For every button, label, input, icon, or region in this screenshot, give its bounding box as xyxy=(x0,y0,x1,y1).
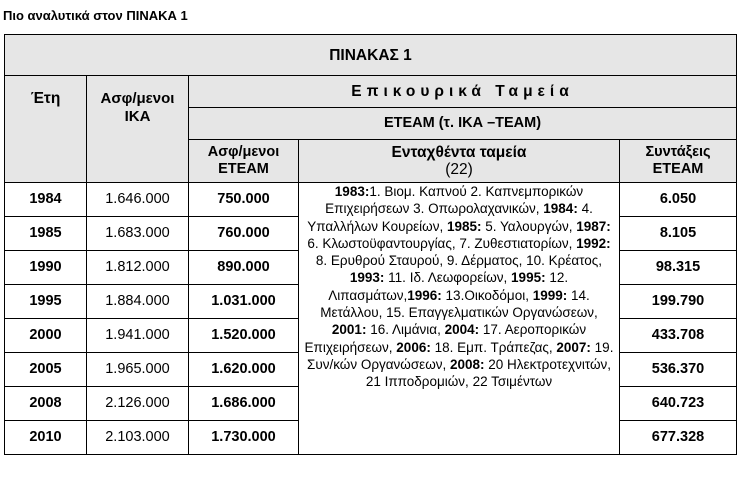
funds-entry: 1. Βιομ. Καπνού 2. Καπνεμπορικών Επιχειρήσεων 3. Οπωρολαχανικών, xyxy=(325,184,584,217)
header-funds-label: Ενταχθέντα ταμεία xyxy=(391,144,527,161)
cell-ika: 1.941.000 xyxy=(87,319,189,353)
funds-entry: 14. Μετάλλου, 15. Επαγγελματικών Οργανώσεων, xyxy=(320,287,598,321)
table-row xyxy=(5,183,737,217)
funds-year: 1995: xyxy=(511,270,546,286)
cell-year: 2008 xyxy=(5,387,87,421)
funds-year: 1996: xyxy=(407,287,442,303)
cell-pensions: 433.708 xyxy=(620,319,737,353)
funds-year: 1993: xyxy=(349,270,385,286)
cell-eteam: 890.000 xyxy=(189,251,299,285)
funds-year: 2004: xyxy=(444,322,480,338)
cell-pensions: 6.050 xyxy=(620,183,737,217)
cell-pensions: 677.328 xyxy=(620,421,737,455)
cell-ika: 2.126.000 xyxy=(87,387,189,421)
header-subgroup: ΕΤΕΑΜ (τ. ΙΚΑ –ΤΕΑΜ) xyxy=(189,108,737,140)
funds-entry: 8. Ερυθρού Σταυρού, 9. Δέρματος, 10. Κρέατος, xyxy=(315,253,603,269)
cell-pensions: 536.370 xyxy=(620,353,737,387)
funds-year: 1999: xyxy=(532,287,568,303)
cell-ika: 2.103.000 xyxy=(87,421,189,455)
header-years: Έτη xyxy=(5,76,87,183)
funds-entry: 16. Λιμάνια, xyxy=(366,322,445,338)
funds-year: 2008: xyxy=(450,356,485,372)
cell-pensions: 199.790 xyxy=(620,285,737,319)
funds-year: 1987: xyxy=(576,218,611,234)
cell-pensions: 98.315 xyxy=(620,251,737,285)
cell-ika: 1.965.000 xyxy=(87,353,189,387)
header-ika: Ασφ/μενοι ΙΚΑ xyxy=(87,76,189,183)
cell-eteam: 1.730.000 xyxy=(189,421,299,455)
cell-funds-list xyxy=(299,183,620,455)
funds-entry: 6. Κλωστοϋφαντουργίας, 7. Ζυθεστιατορίων, xyxy=(307,235,577,251)
funds-entry: 17. Αερoπορικών Επιχειρήσεων, xyxy=(304,322,587,355)
funds-entry: 4. Υπαλλήλων Κουρείων, xyxy=(307,201,593,234)
cell-eteam: 1.620.000 xyxy=(189,353,299,387)
header-funds-count: (22) xyxy=(445,161,473,178)
funds-entry: 19. Συν/κών Οργανώσεων, xyxy=(306,339,614,372)
cell-eteam: 1.686.000 xyxy=(189,387,299,421)
cell-year: 1995 xyxy=(5,285,87,319)
funds-year: 2006: xyxy=(396,339,431,355)
funds-entry: 13.Οικοδόμοι, xyxy=(441,287,533,303)
cell-year: 1990 xyxy=(5,251,87,285)
funds-entry: 18. Εμπ. Τράπεζας, xyxy=(430,339,557,355)
funds-year: 1992: xyxy=(576,235,611,251)
funds-year: 1983: xyxy=(334,184,370,199)
header-pensions: Συντάξεις ΕΤΕΑΜ xyxy=(620,140,737,183)
pinakas-1-table xyxy=(4,34,737,455)
funds-year: 1984: xyxy=(543,201,578,217)
cell-year: 2000 xyxy=(5,319,87,353)
funds-year: 1985: xyxy=(446,218,482,234)
cell-eteam: 1.031.000 xyxy=(189,285,299,319)
funds-entry: 12. Λιπασμάτων, xyxy=(328,270,569,303)
cell-year: 2005 xyxy=(5,353,87,387)
page-caption: Πιο αναλυτικά στον ΠΙΝΑΚΑ 1 xyxy=(3,8,188,23)
funds-entry: 20 Ηλεκτροτεχνιτών, 21 Ιπποδρομιών, 22 Τσιμέντων xyxy=(365,356,612,390)
funds-entry: 5. Υαλουργών, xyxy=(481,218,577,234)
cell-eteam: 750.000 xyxy=(189,183,299,217)
cell-year: 1984 xyxy=(5,183,87,217)
cell-ika: 1.683.000 xyxy=(87,217,189,251)
cell-year: 2010 xyxy=(5,421,87,455)
cell-year: 1985 xyxy=(5,217,87,251)
header-funds xyxy=(299,140,620,183)
funds-entry: 11. Ιδ. Λεωφορείων, xyxy=(384,270,512,286)
table-title: ΠΙΝΑΚΑΣ 1 xyxy=(5,35,737,76)
header-group: Επικουρικά Ταμεία xyxy=(189,76,737,108)
cell-eteam: 760.000 xyxy=(189,217,299,251)
header-eteam: Ασφ/μενοι ΕΤΕΑΜ xyxy=(189,140,299,183)
cell-eteam: 1.520.000 xyxy=(189,319,299,353)
cell-pensions: 640.723 xyxy=(620,387,737,421)
cell-pensions: 8.105 xyxy=(620,217,737,251)
cell-ika: 1.884.000 xyxy=(87,285,189,319)
cell-ika: 1.812.000 xyxy=(87,251,189,285)
funds-year: 2007: xyxy=(556,339,591,355)
cell-ika: 1.646.000 xyxy=(87,183,189,217)
funds-year: 2001: xyxy=(331,322,367,338)
